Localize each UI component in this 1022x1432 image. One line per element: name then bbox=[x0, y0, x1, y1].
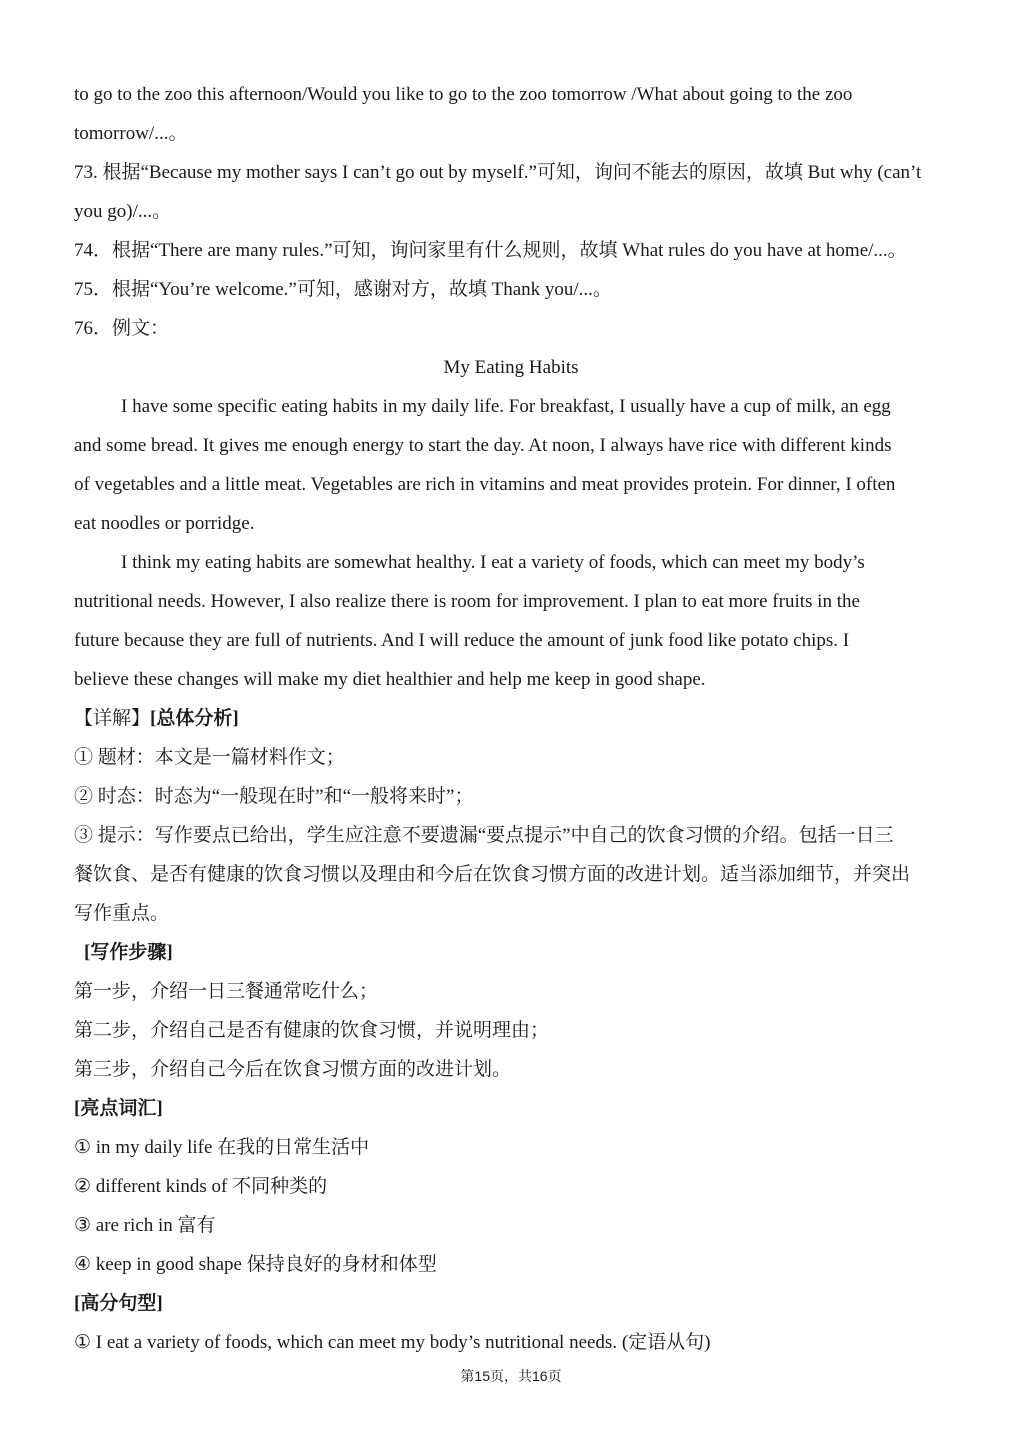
answer-74-line: 74．根据“There are many rules.”可知，询问家里有什么规则，故填 What rules do you have at home/...。 bbox=[74, 240, 907, 261]
sentence-heading: [高分句型] bbox=[74, 1293, 163, 1314]
step-item: 第二步，介绍自己是否有健康的饮食习惯，并说明理由； bbox=[74, 1020, 550, 1041]
text-line: you go)/...。 bbox=[74, 201, 172, 222]
analysis-item: ① 题材：本文是一篇材料作文； bbox=[74, 747, 345, 768]
detail-label: 【详解】 bbox=[74, 708, 151, 729]
analysis-item: ② 时态：时态为“一般现在时”和“一般将来时”； bbox=[74, 786, 474, 807]
essay-title: My Eating Habits bbox=[443, 357, 579, 378]
essay-paragraph-line: I have some specific eating habits in my daily life. For breakfast, I usually have a cup of milk, an egg bbox=[121, 396, 891, 417]
writing-steps-heading: [写作步骤] bbox=[84, 942, 173, 963]
essay-paragraph-line: and some bread. It gives me enough energy to start the day. At noon, I always have rice with different kinds bbox=[74, 435, 892, 456]
answer-75-line: 75．根据“You’re welcome.”可知，感谢对方，故填 Thank you/...。 bbox=[74, 279, 612, 300]
analysis-item: ③ 提示：写作要点已给出，学生应注意不要遗漏“要点提示”中自己的饮食习惯的介绍。包括一日三 bbox=[74, 825, 894, 846]
detail-heading bbox=[74, 707, 239, 731]
step-item: 第三步，介绍自己今后在饮食习惯方面的改进计划。 bbox=[74, 1059, 512, 1080]
analysis-item: 写作重点。 bbox=[74, 903, 170, 924]
sentence-item: ① I eat a variety of foods, which can meet my body’s nutritional needs. (定语从句) bbox=[74, 1332, 711, 1353]
overall-analysis-heading: [总体分析] bbox=[150, 708, 239, 729]
essay-paragraph-line: I think my eating habits are somewhat healthy. I eat a variety of foods, which can meet my body’s bbox=[121, 552, 865, 573]
answer-76-line: 76．例文： bbox=[74, 318, 170, 339]
answer-73-line: 73. 根据“Because my mother says I can’t go out by myself.”可知，询问不能去的原因，故填 But why (can’t bbox=[74, 162, 922, 183]
vocab-heading: [亮点词汇] bbox=[74, 1098, 163, 1119]
essay-paragraph-line: believe these changes will make my diet healthier and help me keep in good shape. bbox=[74, 669, 706, 690]
vocab-item: ④ keep in good shape 保持良好的身材和体型 bbox=[74, 1254, 437, 1275]
vocab-item: ② different kinds of 不同种类的 bbox=[74, 1176, 328, 1197]
essay-paragraph-line: of vegetables and a little meat. Vegetables are rich in vitamins and meat provides protein. For dinner, I often bbox=[74, 474, 896, 495]
essay-paragraph-line: nutritional needs. However, I also realize there is room for improvement. I plan to eat more fruits in the bbox=[74, 591, 860, 612]
vocab-item: ① in my daily life 在我的日常生活中 bbox=[74, 1137, 370, 1158]
text-line: tomorrow/...。 bbox=[74, 123, 188, 144]
analysis-item: 餐饮食、是否有健康的饮食习惯以及理由和今后在饮食习惯方面的改进计划。适当添加细节，并突出 bbox=[74, 864, 911, 885]
page-number: 第15页，共16页 bbox=[460, 1368, 562, 1384]
text-line: to go to the zoo this afternoon/Would you like to go to the zoo tomorrow /What about going to the zoo bbox=[74, 84, 853, 105]
step-item: 第一步，介绍一日三餐通常吃什么； bbox=[74, 981, 379, 1002]
essay-paragraph-line: future because they are full of nutrients. And I will reduce the amount of junk food like potato chips. I bbox=[74, 630, 850, 651]
essay-paragraph-line: eat noodles or porridge. bbox=[74, 513, 255, 534]
vocab-item: ③ are rich in 富有 bbox=[74, 1215, 216, 1236]
